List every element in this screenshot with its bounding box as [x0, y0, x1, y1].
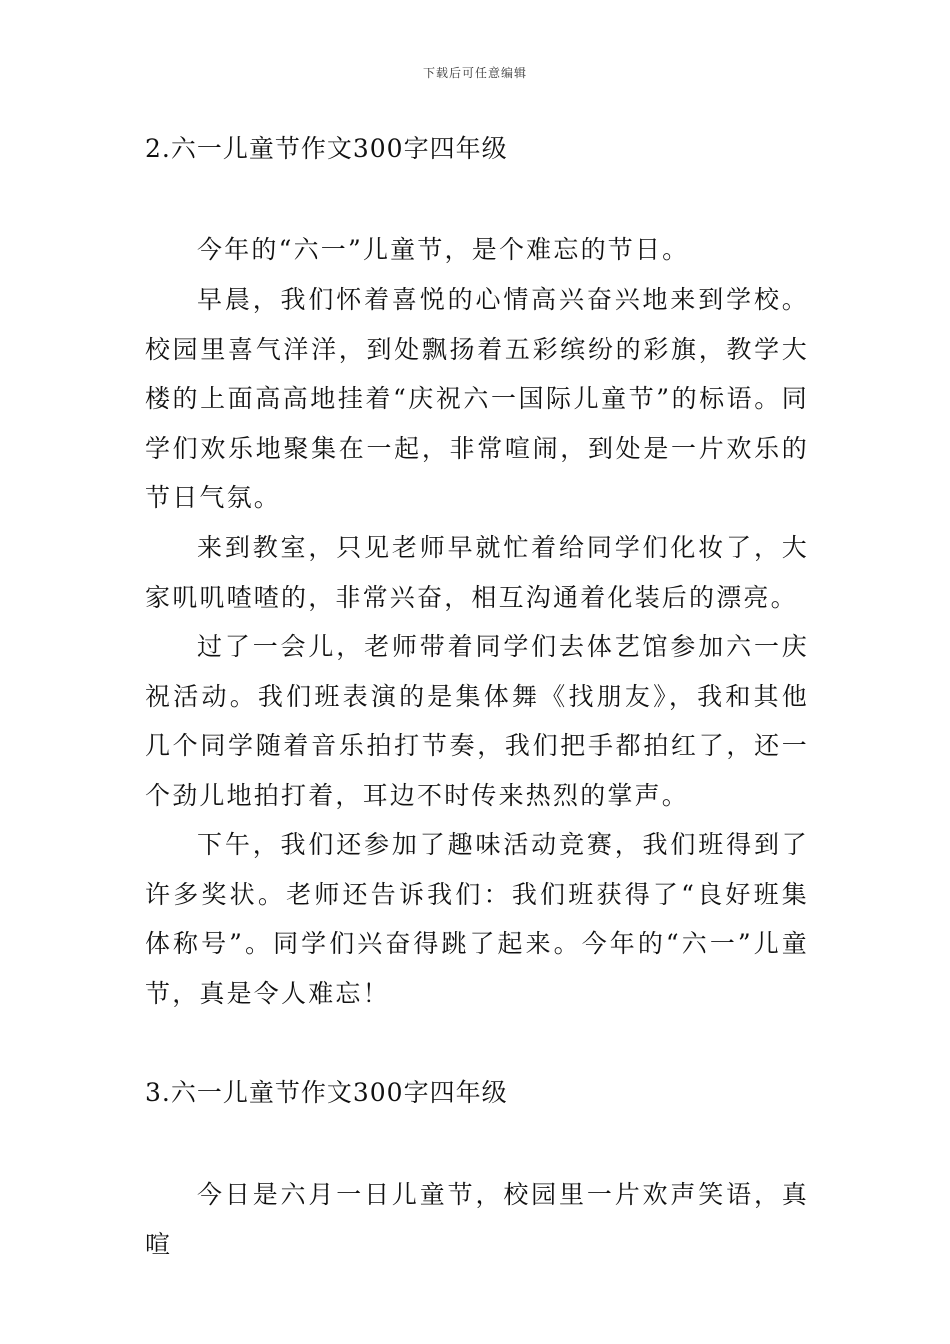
paragraph-section3-intro: 今日是六月一日儿童节，校园里一片欢声笑语，真喧	[145, 1180, 809, 1259]
section-heading-2: 2.六一儿童节作文300字四年级	[145, 134, 508, 163]
header-note: 下载后可任意编辑	[422, 66, 527, 80]
section-heading-3: 3.六一儿童节作文300字四年级	[145, 1078, 508, 1107]
paragraph-classroom: 来到教室，只见老师早就忙着给同学们化妆了，大家叽叽喳喳的，非常兴奋，相互沟通着化装后的漂亮。	[145, 533, 809, 612]
paragraph-activity: 过了一会儿，老师带着同学们去体艺馆参加六一庆祝活动。我们班表演的是集体舞《找朋友》，我和其他几个同学随着音乐拍打节奏，我们把手都拍红了，还一个劲儿地拍打着，耳边不时传来热烈的掌声。	[145, 632, 809, 810]
paragraph-morning: 早晨，我们怀着喜悦的心情高兴奋兴地来到学校。校园里喜气洋洋，到处飘扬着五彩缤纷的彩旗，教学大楼的上面高高地挂着“庆祝六一国际儿童节”的标语。同学们欢乐地聚集在一起，非常喧闹，到处是一片欢乐的节日气氛。	[145, 285, 809, 512]
paragraph-afternoon: 下午，我们还参加了趣味活动竞赛，我们班得到了许多奖状。老师还告诉我们：我们班获得了“良好班集体称号”。同学们兴奋得跳了起来。今年的“六一”儿童节，真是令人难忘！	[145, 830, 809, 1008]
paragraph-intro: 今年的“六一”儿童节，是个难忘的节日。	[197, 235, 690, 264]
